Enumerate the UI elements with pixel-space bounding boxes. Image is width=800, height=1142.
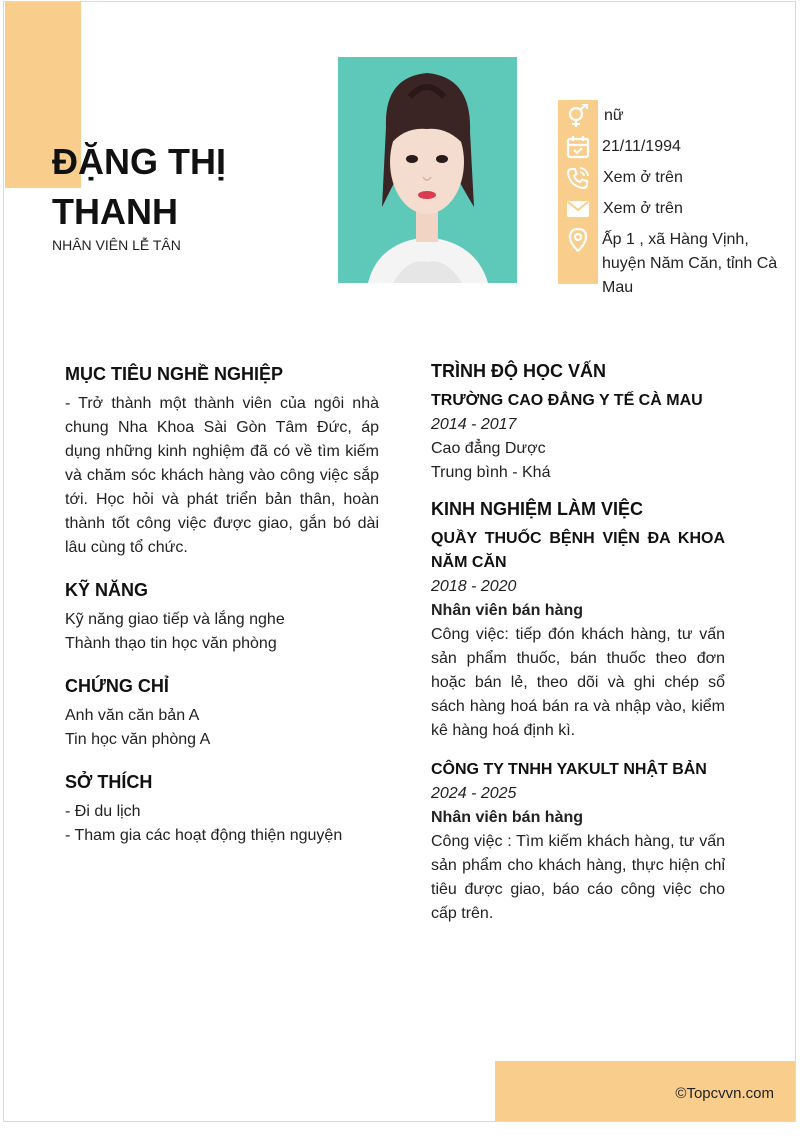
certificate-item: Tin học văn phòng A [65, 731, 211, 748]
certificates-heading: CHỨNG CHỈ [65, 676, 169, 696]
hobbies-heading: SỞ THÍCH [65, 772, 153, 792]
footer-accent-bar [495, 1061, 796, 1122]
experience-section [431, 497, 725, 926]
skills-section [65, 578, 379, 656]
objective-section [65, 362, 379, 560]
certificates-section [65, 674, 379, 752]
left-column [65, 362, 379, 866]
gender-text: nữ [604, 107, 624, 124]
company-name: QUẦY THUỐC BỆNH VIỆN ĐA KHOA NĂM CĂN [431, 530, 725, 571]
job-role: Nhân viên bán hàng [431, 602, 584, 619]
job-description: Công việc: tiếp đón khách hàng, tư vấn sản phẩm thuốc, bán thuốc theo đơn hoặc bán lẻ, theo dõi và ghi chép sổ sách hàng hoá bán ra và nhập vào, kiểm kê hàng hoá định kì. [431, 626, 725, 739]
job-role: Nhân viên bán hàng [431, 809, 584, 826]
objective-heading: MỤC TIÊU NGHỀ NGHIỆP [65, 364, 284, 384]
footer-copyright: ©Topcvvn.com [675, 1085, 774, 1102]
profile-photo [338, 57, 517, 283]
calendar-icon [565, 134, 591, 160]
job-title: NHÂN VIÊN LỄ TÂN [52, 237, 181, 253]
hobby-item: - Đi du lịch [65, 803, 141, 820]
job-entry [431, 527, 725, 743]
gender-icon [565, 103, 591, 129]
certificate-item: Anh văn căn bản A [65, 707, 200, 724]
education-major: Cao đẳng Dược [431, 440, 546, 457]
education-period: 2014 - 2017 [431, 416, 517, 433]
education-grade: Trung bình - Khá [431, 464, 551, 481]
job-entry [431, 758, 725, 926]
right-column [431, 359, 725, 944]
location-icon [565, 227, 591, 253]
education-heading: TRÌNH ĐỘ HỌC VẤN [431, 361, 606, 381]
mail-icon [565, 196, 591, 222]
candidate-name: ĐẶNG THỊ THANH [52, 141, 226, 232]
contact-icon-strip [558, 100, 598, 284]
school-name: TRƯỜNG CAO ĐẲNG Y TẾ CÀ MAU [431, 392, 703, 409]
phone-text: Xem ở trên [603, 169, 683, 186]
skill-item: Kỹ năng giao tiếp và lắng nghe [65, 611, 285, 628]
email-text: Xem ở trên [603, 200, 683, 217]
company-name: CÔNG TY TNHH YAKULT NHẬT BẢN [431, 761, 707, 778]
job-period: 2018 - 2020 [431, 578, 517, 595]
job-description: Công việc : Tìm kiếm khách hàng, tư vấn sản phẩm cho khách hàng, thực hiện chỉ tiêu được giao, báo cáo công việc cho cấp trên. [431, 833, 725, 922]
birthday-text: 21/11/1994 [602, 138, 681, 155]
address-text: Ấp 1 , xã Hàng Vịnh, huyện Năm Căn, tỉnh Cà Mau [602, 231, 778, 296]
hobbies-section [65, 770, 379, 848]
cv-page [3, 1, 796, 1122]
education-section [431, 359, 725, 485]
job-period: 2024 - 2025 [431, 785, 517, 802]
skill-item: Thành thạo tin học văn phòng [65, 635, 277, 652]
experience-heading: KINH NGHIỆM LÀM VIỆC [431, 499, 644, 519]
objective-text: - Trở thành một thành viên của ngôi nhà chung Nha Khoa Sài Gòn Tâm Đức, áp dụng những kinh nghiệm đã có về tìm kiếm và chăm sóc khách hàng vào công việc sắp tới. Học hỏi và phát triển bản thân, hoàn thành tốt công việc được giao, gắn bó dài lâu cùng tổ chức. [65, 395, 379, 556]
hobby-item: - Tham gia các hoạt động thiện nguyện [65, 827, 343, 844]
skills-heading: KỸ NĂNG [65, 580, 149, 600]
phone-icon [565, 165, 591, 191]
portrait-illustration [338, 57, 517, 283]
